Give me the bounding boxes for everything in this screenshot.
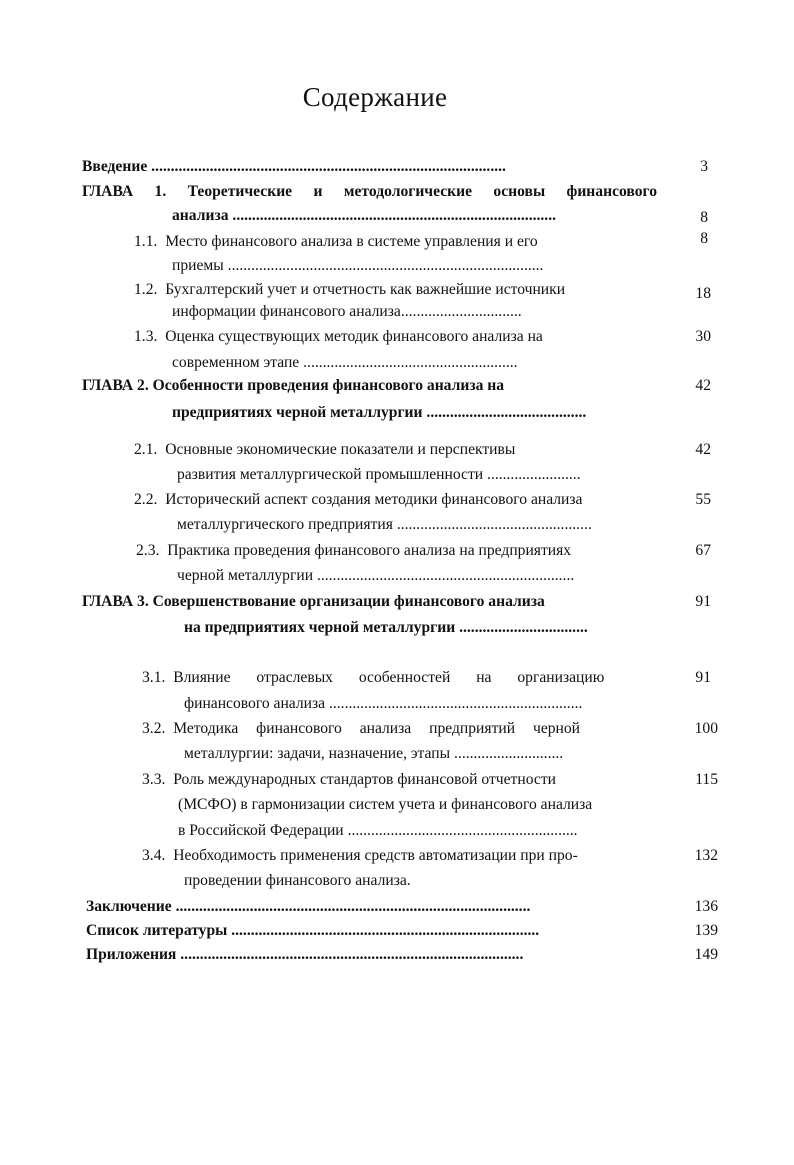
toc-dots: ........................................................................................... bbox=[151, 158, 506, 175]
toc-section-3-4: 3.4. Необходимость применения средств автоматизации при про- bbox=[142, 847, 578, 864]
toc-entry-conclusion bbox=[86, 898, 530, 916]
toc-dots: ................................................................. bbox=[328, 695, 583, 712]
toc-dots: ............................ bbox=[454, 745, 564, 762]
toc-section-2-2: 2.2. Исторический аспект создания методики финансового анализа bbox=[134, 491, 583, 508]
toc-section-number: 3.4. bbox=[142, 847, 166, 864]
toc-section-3-3-cont: (МСФО) в гармонизации систем учета и финансового анализа bbox=[178, 796, 593, 813]
toc-section-3-3-cont2: в Российской Федерации ........................................................... bbox=[178, 822, 578, 839]
toc-section-3-2-cont: металлургии: задачи, назначение, этапы ............................ bbox=[184, 745, 564, 762]
toc-dots: ............................... bbox=[400, 303, 522, 320]
toc-chapter-1-title: ГЛАВА 1. Теоретические и методологические основы финансового bbox=[82, 183, 657, 200]
toc-dots: ............................................................................... bbox=[231, 922, 540, 939]
toc-page-number: 3 bbox=[700, 158, 708, 175]
toc-section-1-1-cont: приемы ................................................................................. bbox=[172, 257, 544, 274]
toc-page-number: 139 bbox=[694, 922, 718, 939]
page-title: Содержание bbox=[302, 82, 448, 112]
toc-entry-label: Список литературы bbox=[86, 922, 228, 939]
toc-page-number: 132 bbox=[694, 847, 718, 864]
toc-section-3-2: 3.2. Методика финансового анализа предприятий черной bbox=[142, 720, 581, 737]
toc-dots: ................................. bbox=[459, 619, 588, 636]
toc-dots: ................................................................................. bbox=[227, 257, 544, 274]
toc-dots: .................................................................. bbox=[316, 567, 575, 584]
toc-page-number: 8 bbox=[700, 230, 708, 247]
toc-section-2-1: 2.1. Основные экономические показатели и перспективы bbox=[134, 441, 516, 458]
toc-chapter-2-title: ГЛАВА 2. Особенности проведения финансового анализа на bbox=[82, 377, 505, 394]
toc-dots: ........................................................... bbox=[347, 822, 578, 839]
toc-section-3-3: 3.3. Роль международных стандартов финансовой отчетности bbox=[142, 771, 556, 788]
toc-dots: ......................................... bbox=[426, 404, 587, 421]
toc-section-3-1-cont: финансового анализа ................................................................. bbox=[184, 695, 583, 712]
toc-section-number: 3.3. bbox=[142, 771, 166, 788]
toc-entry-literature bbox=[86, 922, 539, 940]
toc-section-1-2-cont: информации финансового анализа............................... bbox=[172, 303, 522, 320]
toc-section-2-3: 2.3. Практика проведения финансового анализа на предприятиях bbox=[136, 542, 572, 559]
toc-page-number: 91 bbox=[695, 593, 711, 610]
toc-section-number: 1.2. bbox=[134, 281, 158, 298]
toc-page-number: 8 bbox=[700, 209, 708, 226]
toc-section-3-1: 3.1. Влияние отраслевых особенностей на организацию bbox=[142, 669, 605, 686]
toc-page-number: 115 bbox=[695, 771, 718, 788]
toc-entry-label: Введение bbox=[82, 158, 148, 175]
toc-section-1-3-cont: современном этапе ....................................................... bbox=[172, 354, 518, 371]
toc-dots: ........................................................................................ bbox=[180, 946, 524, 963]
toc-section-2-2-cont: металлургического предприятия .................................................. bbox=[177, 516, 592, 533]
toc-entry-label: Заключение bbox=[86, 898, 172, 915]
toc-section-number: 2.2. bbox=[134, 491, 158, 508]
toc-entry-appendix bbox=[86, 946, 523, 964]
toc-page-number: 100 bbox=[694, 720, 718, 737]
toc-page-number: 136 bbox=[694, 898, 718, 915]
toc-page-number: 30 bbox=[695, 328, 711, 345]
toc-section-number: 2.3. bbox=[136, 542, 160, 559]
toc-dots: ........................ bbox=[487, 466, 581, 483]
toc-page-number: 55 bbox=[695, 491, 711, 508]
toc-dots: ....................................................... bbox=[303, 354, 518, 371]
toc-chapter-2-title-cont: предприятиях черной металлургии ......................................... bbox=[172, 404, 587, 421]
toc-section-1-2: 1.2. Бухгалтерский учет и отчетность как важнейшие источники bbox=[134, 281, 566, 298]
toc-entry-intro bbox=[82, 158, 506, 176]
toc-section-number: 2.1. bbox=[134, 441, 158, 458]
toc-section-2-1-cont: развития металлургической промышленности ........................ bbox=[177, 466, 581, 483]
toc-section-number: 3.1. bbox=[142, 669, 166, 686]
toc-page-number: 42 bbox=[695, 441, 711, 458]
toc-dots: ........................................................................................... bbox=[175, 898, 531, 915]
toc-section-1-1: 1.1. Место финансового анализа в системе управления и его bbox=[134, 233, 538, 250]
toc-chapter-3-title-cont: на предприятиях черной металлургии ................................. bbox=[184, 619, 588, 636]
toc-section-2-3-cont: черной металлургии .................................................................. bbox=[177, 567, 575, 584]
toc-section-number: 3.2. bbox=[142, 720, 166, 737]
toc-page-number: 91 bbox=[695, 669, 711, 686]
toc-section-number: 1.1. bbox=[134, 233, 158, 250]
toc-chapter-3-title: ГЛАВА 3. Совершенствование организации финансового анализа bbox=[82, 593, 545, 610]
toc-page-number: 149 bbox=[694, 946, 718, 963]
toc-section-1-3: 1.3. Оценка существующих методик финансового анализа на bbox=[134, 328, 543, 345]
toc-page-number: 42 bbox=[695, 377, 711, 394]
toc-chapter-1-title-cont: анализа ................................................................................... bbox=[172, 207, 556, 224]
toc-page-number: 67 bbox=[695, 542, 711, 559]
toc-entry-label: Приложения bbox=[86, 946, 177, 963]
toc-page-number: 18 bbox=[695, 285, 711, 302]
toc-section-number: 1.3. bbox=[134, 328, 158, 345]
toc-dots: ................................................................................... bbox=[232, 207, 556, 224]
toc-section-3-4-cont: проведении финансового анализа. bbox=[184, 872, 411, 889]
toc-dots: .................................................. bbox=[396, 516, 592, 533]
